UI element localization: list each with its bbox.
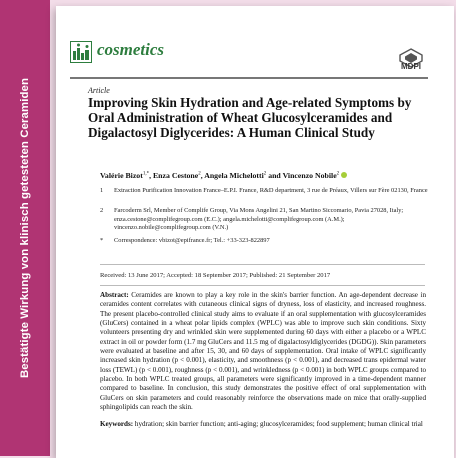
author-affiliation-mark: 2 <box>198 171 201 177</box>
keywords <box>100 420 426 429</box>
article-title: Improving Skin Hydration and Age-related Symptoms by Oral Administration of Wheat Glucosylceramides and Digalactosyl Diglycerides: A Human Clinical Study <box>88 95 412 140</box>
affiliation-text: Farcoderm Srl, Member of Complife Group, Via Mons Angelini 21, San Martino Siccomario, Pavia 27028, Italy; enza.cestone@complifegroup.com (E.C.); angela.michelotti@complifegroup.com (A.M.); vincenzo.nobile@complifegroup.com (V.N.) <box>114 207 404 231</box>
abstract <box>100 291 426 412</box>
author-separator: , <box>200 171 205 180</box>
author-name: Valérie Bizot <box>100 171 143 180</box>
keywords-text: hydration; skin barrier function; anti-aging; glucosylceramides; food supplement; human clinical trial <box>134 420 423 428</box>
paper-page <box>56 6 454 458</box>
author-name: Enza Cestone <box>152 171 199 180</box>
author-list <box>100 171 440 180</box>
dates-rule-bottom <box>100 285 425 286</box>
orcid-icon[interactable] <box>341 172 347 178</box>
abstract-text: Ceramides are known to play a key role in the skin's barrier function. An age-dependent decrease in ceramides content correlates with cutaneous clinical signs of dryness, loss of elasticity, and increased roughness. The present placebo-controlled clinical study aims to evaluate if an oral supplementation with glucosylceramides (GluCers) contained in a wheat polar lipids complex (WPLC) was able to improve such skin conditions. Sixty volunteers presenting dry and wrinkled skin were supplemented during 60 days with either a placebo or a WPLC extract in oil or powder form (1.7 mg GluCers and 11.5 mg of digalactosyldiglycerides (DGDG)). Skin parameters were evaluated at baseline and after 15, 30, and 60 days of supplementation. Oral intake of WPLC significantly increased skin hydration (p < 0.001), elasticity, and smoothness (p < 0.001), and decreased trans epidermal water loss (TEWL) (p < 0.001), roughness (p < 0.001), and wrinkledness (p < 0.001) in both WPLC groups compared to placebo. In both WPLC treated groups, all parameters were significantly improved in a time-dependent manner compared to baseline. In conclusion, this study demonstrates the positive effect of oral supplementation with GluCers on skin parameters and could reasonably reinforce the observations made on mice that orally-supplied sphingolipids can reach the skin. <box>100 291 426 412</box>
affiliation-number: * <box>100 237 104 244</box>
article-type: Article <box>88 86 110 95</box>
journal-name: cosmetics <box>97 40 165 59</box>
affiliation-item <box>100 187 430 196</box>
author-affiliation-mark: 1,* <box>142 171 150 177</box>
affiliation-number: 2 <box>100 207 104 214</box>
cosmetics-journal-icon <box>70 41 92 63</box>
abstract-label: Abstract: <box>100 291 129 299</box>
keywords-label: Keywords: <box>100 420 134 428</box>
side-banner-text: Bestätigte Wirkung von klinisch getesteten Ceramiden <box>19 77 31 379</box>
author-separator: , <box>149 171 153 180</box>
publisher-name: MDPI <box>401 62 421 71</box>
author-name: Angela Michelotti <box>204 171 264 180</box>
affiliation-text: Extraction Purification Innovation France–E.P.I. France, R&D department, 3 rue de Préaux, Villers sur Fère 02130, France <box>114 187 428 194</box>
dates-rule-top <box>100 264 425 265</box>
author-affiliation-mark: 2 <box>336 171 340 177</box>
affiliation-text: Correspondence: vbizot@epifrance.fr; Tel.: +33-323-822897 <box>114 237 270 244</box>
author-name: Vincenzo Nobile <box>282 171 337 180</box>
author-affiliation-mark: 2 <box>263 171 267 177</box>
header-rule <box>70 77 428 79</box>
affiliation-item <box>100 207 430 233</box>
author-separator: and <box>266 171 283 180</box>
affiliation-number: 1 <box>100 187 104 194</box>
correspondence-item <box>100 237 430 246</box>
publication-dates: Received: 13 June 2017; Accepted: 18 September 2017; Published: 21 September 2017 <box>100 272 331 279</box>
side-banner <box>0 0 50 456</box>
